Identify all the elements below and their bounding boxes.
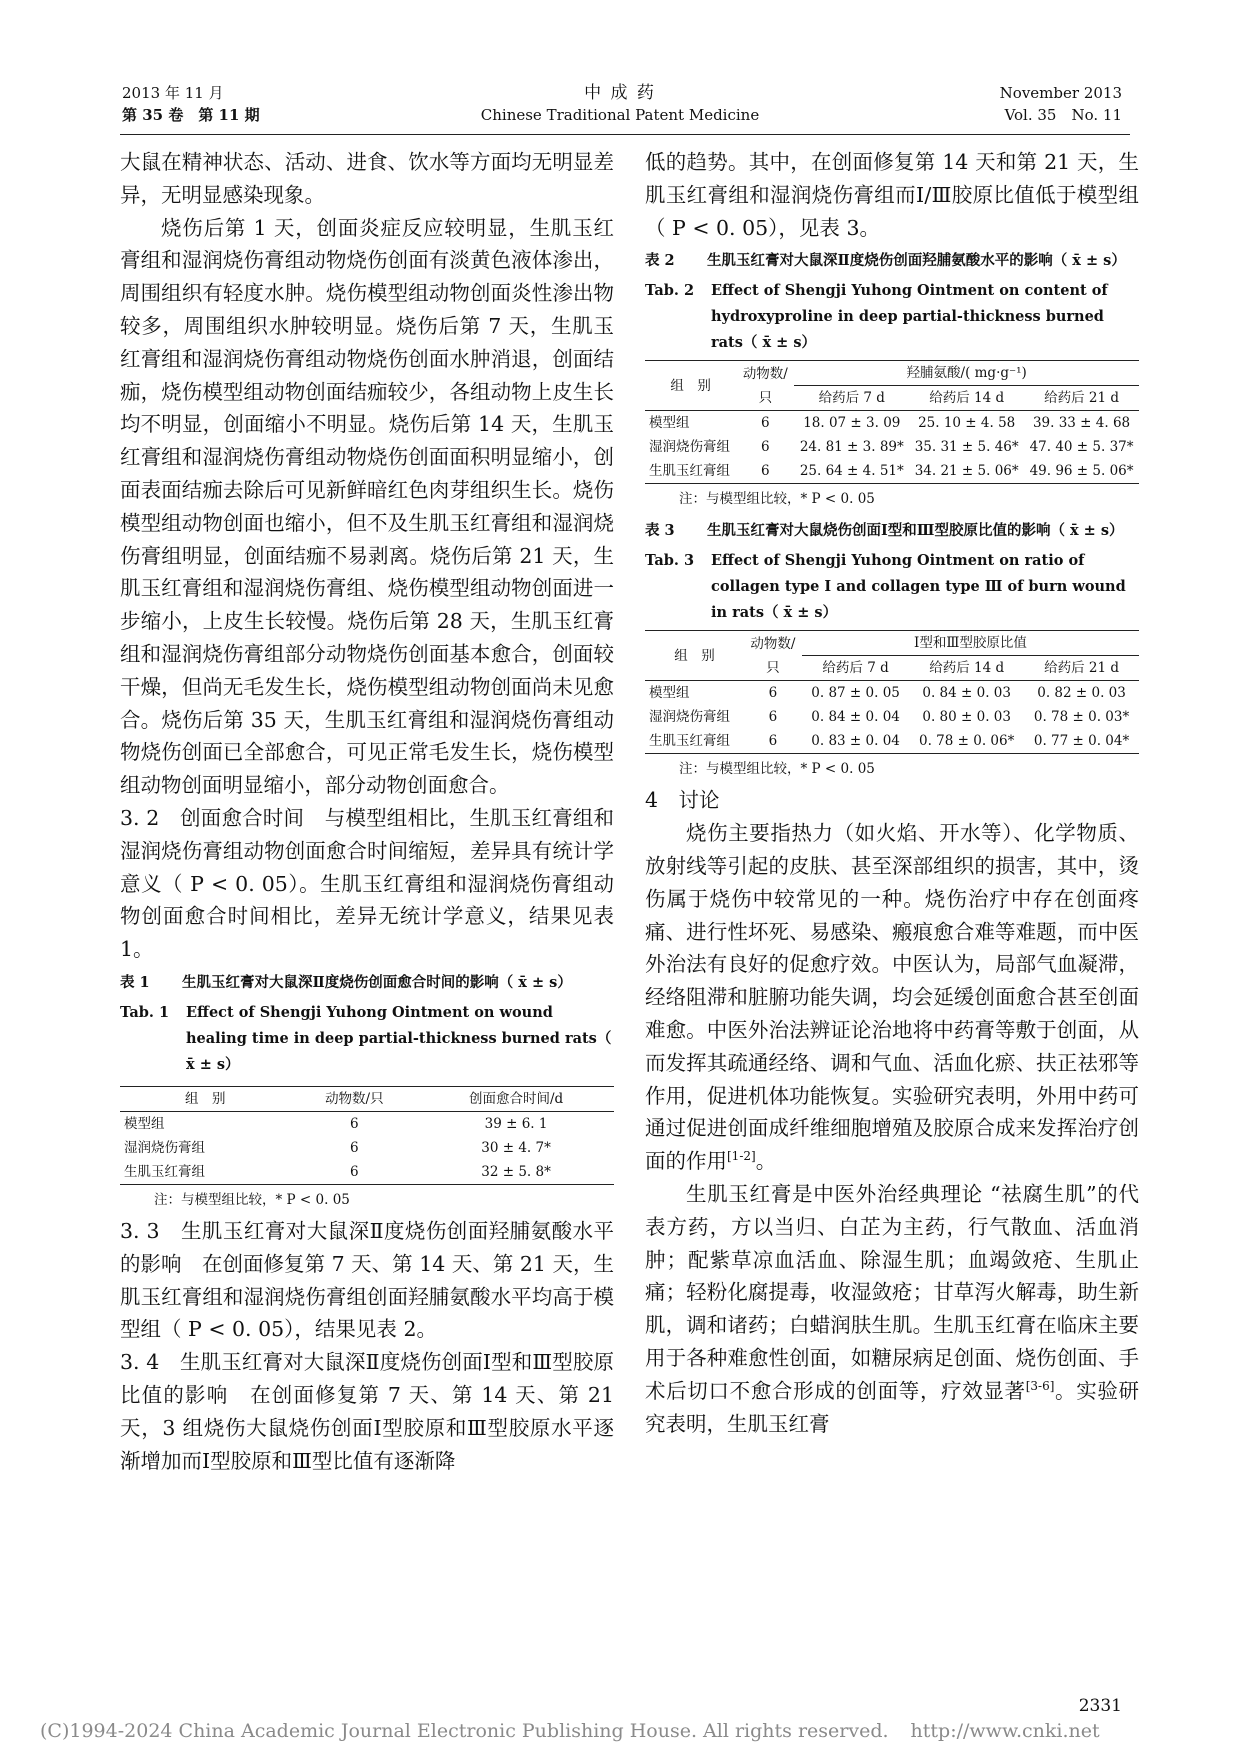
table-cell: 6: [350, 1115, 359, 1132]
table2: [645, 360, 1139, 484]
footer-url: http://www.cnki.net: [910, 1720, 1100, 1742]
paragraph: 低的趋势。其中，在创面修复第 14 天和第 21 天，生肌玉红膏组和湿润烧伤膏组而Ⅰ/Ⅲ胶原比值低于模型组（ P < 0. 05），见表 3。: [645, 150, 1139, 240]
table1-note: 注：与模型组比较，* P < 0. 05: [154, 1191, 350, 1208]
table-cell: 6: [761, 439, 770, 456]
table-cell: 6: [291, 1160, 419, 1185]
table3-note: 注：与模型组比较，* P < 0. 05: [679, 761, 875, 778]
table-cell: 0. 87 ± 0. 05: [811, 685, 900, 702]
footer: [40, 1720, 1100, 1742]
table2-label-cn: 表 2: [645, 252, 675, 270]
table-header: 羟脯氨酸/( mg·g⁻¹): [794, 361, 1139, 386]
table-cell: 34. 21 ± 5. 06*: [909, 459, 1024, 484]
table-cell: 6: [350, 1139, 359, 1156]
table2-title-cn: 生肌玉红膏对大鼠深Ⅱ度烧伤创面羟脯氨酸水平的影响（ x̄ ± s）: [707, 252, 1126, 270]
header-date-en: November 2013: [999, 84, 1122, 102]
header-volume-issue: 第 35 卷 第 11 期: [122, 106, 260, 124]
table-cell: 生肌玉红膏组: [120, 1160, 291, 1185]
table-cell: 6: [744, 729, 802, 754]
table-row: [120, 1111, 614, 1136]
citation: [3-6]: [1025, 1378, 1055, 1393]
table-cell: 39 ± 6. 1: [484, 1115, 548, 1132]
table-cell: 0. 84 ± 0. 03: [922, 685, 1011, 702]
table-header: 动物数/只: [736, 361, 794, 411]
table3-title-en: Effect of Shengji Yuhong Ointment on ratio of collagen type Ⅰ and collagen type Ⅲ of burn wound in rats（ x̄ ± s）: [711, 552, 1126, 622]
paragraph-text: 。: [755, 1149, 777, 1174]
table1-title-en: Effect of Shengji Yuhong Ointment on wound healing time in deep partial-thickness burned rats（ x̄ ± s）: [186, 1003, 612, 1073]
table-cell: 25. 64 ± 4. 51*: [794, 459, 909, 484]
table2-note: 注：与模型组比较，* P < 0. 05: [679, 491, 875, 508]
table-cell: 湿润烧伤膏组: [649, 709, 730, 726]
table1-label-en: Tab. 1: [120, 1003, 170, 1021]
paragraph: [645, 817, 1139, 1178]
table-cell: 49. 96 ± 5. 06*: [1024, 459, 1139, 484]
table-cell: 湿润烧伤膏组: [649, 439, 730, 456]
paragraph-text: 烧伤主要指热力（如火焰、开水等）、化学物质、放射线等引起的皮肤、甚至深部组织的损害，其中，烫伤属于烧伤中较常见的一种。烧伤治疗中存在创面疼痛、进行性坏死、易感染、瘢痕愈合难等难题，而中医外治法有良好的促愈疗效。中医认为，局部气血凝滞，经络阻滞和脏腑功能失调，均会延缓创面愈合甚至创面难愈。中医外治法辨证论治地将中药膏等敷于创面，从而发挥其疏通经络、调和气血、活血化瘀、扶正祛邪等作用，促进机体功能恢复。实验研究表明，外用中药可通过促进创面成纤维细胞增殖及胶原合成来发挥治疗创面的作用: [645, 821, 1139, 1174]
table-cell: 模型组: [649, 415, 690, 432]
right-column: [645, 146, 1139, 1440]
table-row: [645, 729, 1139, 754]
table3-caption-en: [645, 548, 1139, 626]
table3: [645, 630, 1139, 754]
table2-caption-cn: [645, 248, 1139, 274]
table1: [120, 1086, 614, 1185]
paragraph: 3. 2 创面愈合时间 与模型组相比，生肌玉红膏组和湿润烧伤膏组动物创面愈合时间缩短，差异具有统计学意义（ P < 0. 05）。生肌玉红膏组和湿润烧伤膏组动物创面愈合时间相比，差异无统计学意义，结果见表 1。: [120, 805, 614, 962]
page-number: 2331: [1078, 1696, 1122, 1716]
table-cell: 6: [768, 709, 778, 726]
journal-title-cn: 中 成 药: [584, 83, 656, 103]
table-cell: 24. 81 ± 3. 89*: [799, 439, 904, 456]
table-cell: 湿润烧伤膏组: [124, 1139, 205, 1156]
table-cell: 0. 80 ± 0. 03: [922, 709, 1011, 726]
paragraph: 3. 4 生肌玉红膏对大鼠深Ⅱ度烧伤创面Ⅰ型和Ⅲ型胶原比值的影响 在创面修复第 7 天、第 14 天、第 21 天，3 组烧伤大鼠烧伤创面Ⅰ型胶原和Ⅲ型胶原水平逐渐增加而Ⅰ型胶原和Ⅲ型比值有逐渐降: [120, 1350, 614, 1473]
table-cell: 0. 82 ± 0. 03: [1037, 685, 1126, 702]
table-cell: 0. 84 ± 0. 04: [811, 709, 900, 726]
table-cell: 0. 83 ± 0. 04: [802, 729, 909, 754]
table3-label-cn: 表 3: [645, 522, 675, 540]
footer-copyright: (C)1994-2024 China Academic Journal Electronic Publishing House. All rights reserved.: [40, 1720, 889, 1742]
table-cell: 0. 78 ± 0. 03*: [1033, 709, 1130, 726]
table3-title-cn: 生肌玉红膏对大鼠烧伤创面Ⅰ型和Ⅲ型胶原比值的影响（ x̄ ± s）: [707, 522, 1124, 540]
table-cell: 模型组: [124, 1115, 165, 1132]
journal-title-en: Chinese Traditional Patent Medicine: [480, 106, 760, 124]
paragraph: 3. 3 生肌玉红膏对大鼠深Ⅱ度烧伤创面羟脯氨酸水平的影响 在创面修复第 7 天、第 14 天、第 21 天，生肌玉红膏组和湿润烧伤膏组创面羟脯氨酸水平均高于模型组（ P < 0. 05），结果见表 2。: [120, 1218, 614, 1342]
table-cell: 39. 33 ± 4. 68: [1032, 415, 1131, 432]
table-cell: 模型组: [649, 685, 690, 702]
table-header: 创面愈合时间/d: [418, 1086, 614, 1111]
table-cell: 35. 31 ± 5. 46*: [914, 439, 1019, 456]
table-header: 组 别: [645, 361, 736, 411]
table-row: [120, 1160, 614, 1185]
table-cell: 47. 40 ± 5. 37*: [1029, 439, 1134, 456]
table-row: [645, 459, 1139, 484]
table-subheader: 给药后 7 d: [794, 386, 909, 411]
table-cell: 生肌玉红膏组: [645, 459, 736, 484]
table-subheader: 给药后 21 d: [1024, 656, 1139, 681]
table-cell: 0. 78 ± 0. 06*: [909, 729, 1024, 754]
table-row: [120, 1136, 614, 1160]
header-volume-en: Vol. 35 No. 11: [1004, 106, 1122, 124]
table-cell: 生肌玉红膏组: [645, 729, 744, 754]
table-subheader: 给药后 7 d: [802, 656, 909, 681]
section-heading: 4 讨论: [645, 788, 720, 813]
table1-caption-en: [120, 1000, 614, 1078]
table1-caption-cn: [120, 970, 614, 996]
header-right: [1000, 82, 1122, 126]
table-subheader: 给药后 14 d: [909, 656, 1024, 681]
table1-label-cn: 表 1: [120, 973, 150, 991]
table-cell: 6: [761, 415, 770, 432]
table2-label-en: Tab. 2: [645, 282, 695, 300]
table-row: [645, 411, 1139, 436]
table-cell: 18. 07 ± 3. 09: [803, 415, 901, 432]
left-column: [120, 146, 614, 1477]
table-cell: 6: [768, 685, 778, 702]
table-subheader: 给药后 21 d: [1024, 386, 1139, 411]
table-row: [645, 705, 1139, 729]
table3-label-en: Tab. 3: [645, 552, 695, 570]
table-header: 动物数/只: [744, 631, 802, 681]
table-cell: 6: [736, 459, 794, 484]
paragraph-text: 。实验研究表明，生肌玉红膏: [645, 1378, 1140, 1436]
table-cell: 0. 77 ± 0. 04*: [1024, 729, 1139, 754]
paragraph: [645, 1178, 1139, 1440]
table-subheader: 给药后 14 d: [909, 386, 1024, 411]
citation: [1-2]: [727, 1149, 756, 1164]
table-row: [645, 681, 1139, 706]
table-cell: 30 ± 4. 7*: [481, 1139, 551, 1156]
table-row: [645, 435, 1139, 459]
table-header: Ⅰ型和Ⅲ型胶原比值: [802, 631, 1139, 656]
table2-caption-en: [645, 278, 1139, 356]
table-cell: 25. 10 ± 4. 58: [918, 415, 1016, 432]
table2-title-en: Effect of Shengji Yuhong Ointment on content of hydroxyproline in deep partial-thickness burned rats（ x̄ ± s）: [711, 282, 1108, 352]
header-rule: [120, 134, 1130, 135]
header-date: 2013 年 11 月: [122, 84, 224, 102]
table1-title-cn: 生肌玉红膏对大鼠深Ⅱ度烧伤创面愈合时间的影响（ x̄ ± s）: [182, 973, 572, 991]
table-header: 组 别: [120, 1086, 291, 1111]
table-header: 动物数/只: [291, 1086, 419, 1111]
paragraph: 大鼠在精神状态、活动、进食、饮水等方面均无明显差异，无明显感染现象。: [120, 150, 614, 207]
paragraph: 烧伤后第 1 天，创面炎症反应较明显，生肌玉红膏组和湿润烧伤膏组动物烧伤创面有淡黄色液体渗出，周围组织有轻度水肿。烧伤模型组动物创面炎性渗出物较多，周围组织水肿较明显。烧伤后第 7 天，生肌玉红膏组和湿润烧伤膏组动物烧伤创面水肿消退，创面结痂，烧伤模型组动物创面结痂较少，各组动物上皮生长均不明显，创面缩小不明显。烧伤后第 14 天，生肌玉红膏组和湿润烧伤膏组动物烧伤创面面积明显缩小，创面表面结痂去除后可见新鲜暗红色肉芽组织生长。烧伤模型组动物创面也缩小，但不及生肌玉红膏组和湿润烧伤膏组明显，创面结痂不易剥离。烧伤后第 21 天，生肌玉红膏组和湿润烧伤膏组、烧伤模型组动物创面进一步缩小，上皮生长较慢。烧伤后第 28 天，生肌玉红膏组和湿润烧伤膏组部分动物烧伤创面基本愈合，创面较干燥，但尚无毛发生长，烧伤模型组动物创面尚未见愈合。烧伤后第 35 天，生肌玉红膏组和湿润烧伤膏组动物烧伤创面已全部愈合，可见正常毛发生长，烧伤模型组动物创面明显缩小，部分动物创面愈合。: [120, 215, 614, 798]
table3-caption-cn: [645, 518, 1139, 544]
paragraph-text: 生肌玉红膏是中医外治经典理论 “祛腐生肌”的代表方药，方以当归、白芷为主药，行气散血、活血消肿；配紫草凉血活血、除湿生肌；血竭敛疮、生肌止痛；轻粉化腐提毒，收湿敛疮；甘草泻火解毒，助生新肌，调和诸药；白蜡润肤生肌。生肌玉红膏在临床主要用于各种难愈性创面，如糖尿病足创面、烧伤创面、手术后切口不愈合形成的创面等，疗效显著: [645, 1181, 1139, 1403]
table-header: 组 别: [645, 631, 744, 681]
table-cell: 32 ± 5. 8*: [418, 1160, 614, 1185]
